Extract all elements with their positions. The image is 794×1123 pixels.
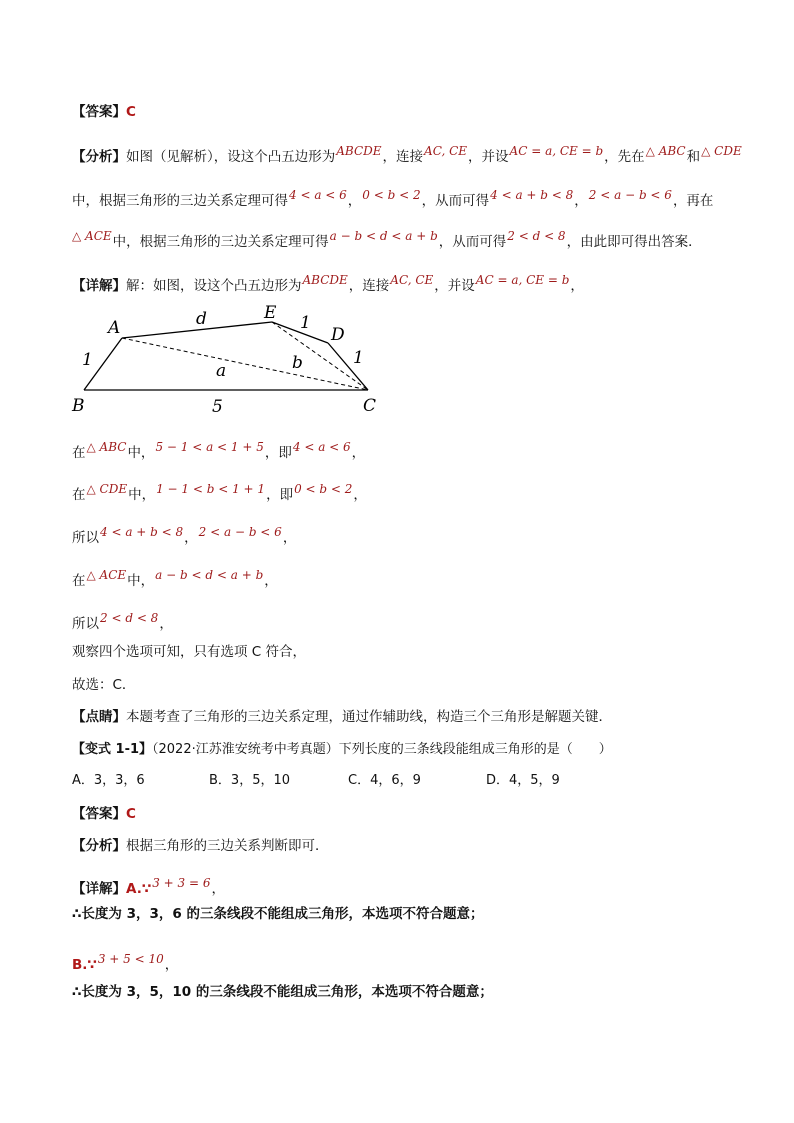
- step-text: ，: [351, 445, 366, 461]
- step-line-5: [72, 611, 173, 633]
- analysis-text: ，连接: [382, 149, 424, 165]
- label-b: b: [292, 353, 303, 373]
- option-d: D．4，5，9: [486, 773, 560, 788]
- detail2-line-b: [72, 952, 179, 974]
- pentagon-figure: [60, 300, 390, 420]
- analysis-tag: 【分析】: [72, 149, 126, 165]
- analysis-text: ，由此即可得出答案．: [566, 234, 702, 250]
- variant-source: （2022·江苏淮安统考中考真题）: [152, 742, 339, 757]
- detail-text: ，: [164, 957, 179, 973]
- math-expr: △ ACE: [86, 568, 127, 582]
- option-b-label: B.∵: [72, 957, 97, 973]
- analysis-line-1: [72, 144, 743, 166]
- label-ed-length: 1: [300, 313, 311, 333]
- math-expr: AC = a, CE = b: [509, 144, 604, 158]
- option-c: C．4，6，9: [348, 773, 421, 788]
- math-expr: a − b < d < a + b: [329, 229, 438, 243]
- math-expr: 4 < a + b < 8: [490, 188, 574, 202]
- analysis-tag: 【分析】: [72, 838, 126, 854]
- detail-text: 解：如图，设这个凸五边形为: [126, 278, 302, 294]
- tip-tag: 【点睛】: [72, 709, 126, 725]
- label-d: d: [196, 309, 207, 329]
- label-ab-length: 1: [82, 350, 93, 370]
- math-expr: △ ABC: [86, 440, 127, 454]
- math-expr: 2 < d < 8: [100, 611, 159, 625]
- step-line-4: [72, 568, 278, 590]
- tip-text: 本题考查了三角形的三边关系定理，通过作辅助线，构造三个三角形是解题关键．: [126, 709, 612, 725]
- detail-text: ，并设: [434, 278, 475, 294]
- step-text: ，即: [264, 445, 292, 461]
- detail2-conclusion-b: ∴长度为 3，5，10 的三条线段不能组成三角形，本选项不符合题意；: [72, 984, 493, 1000]
- math-expr: 4 < a < 6: [292, 440, 351, 454]
- math-expr: 4 < a < 6: [289, 188, 347, 202]
- label-dc-length: 1: [353, 348, 364, 368]
- analysis-text: ，从而可得: [421, 193, 490, 209]
- analysis-text: 根据三角形的三边关系判断即可．: [126, 838, 329, 854]
- math-expr: AC = a, CE = b: [475, 273, 570, 287]
- label-D: D: [331, 325, 345, 345]
- label-C: C: [363, 396, 377, 416]
- label-B: B: [72, 396, 85, 416]
- step-line-1: [72, 440, 366, 462]
- math-expr: 2 < a − b < 6: [588, 188, 672, 202]
- variant-tag: 【变式 1-1】: [72, 742, 153, 757]
- analysis-text: 如图（见解析），设这个凸五边形为: [126, 149, 336, 165]
- answer-value: C: [126, 104, 136, 120]
- tip-line: [72, 708, 612, 726]
- detail-text: ，连接: [348, 278, 390, 294]
- detail2-line-a: [72, 876, 226, 898]
- analysis-line-3: [72, 229, 702, 251]
- step-text: 在: [72, 487, 86, 503]
- analysis-line-2b: [72, 837, 329, 855]
- math-expr: 1 − 1 < b < 1 + 1: [156, 482, 266, 496]
- detail-tag: 【详解】: [72, 278, 126, 294]
- math-expr: AC, CE: [390, 273, 434, 287]
- step-line-7: 故选：C．: [72, 677, 136, 693]
- math-expr: 3 + 5 < 10: [97, 952, 164, 966]
- analysis-line-2: [72, 188, 714, 210]
- step-text: 中，: [128, 487, 156, 503]
- analysis-text: 和: [686, 149, 701, 165]
- option-b: B．3，5，10: [209, 773, 291, 788]
- step-text: ，: [353, 487, 367, 503]
- math-expr: △ CDE: [86, 482, 128, 496]
- label-E: E: [264, 303, 277, 323]
- answer-line: [72, 103, 136, 121]
- math-expr: ABCDE: [336, 144, 382, 158]
- step-text: ，: [264, 573, 278, 589]
- variant-question-text: 下列长度的三条线段能组成三角形的是（ ）: [338, 742, 612, 757]
- step-text: ，: [282, 530, 297, 546]
- step-text: ，: [184, 530, 198, 546]
- label-bc-length: 5: [212, 397, 223, 417]
- detail-line-1: [72, 273, 584, 295]
- analysis-text: ，再在: [672, 193, 714, 209]
- option-a-label: A.∵: [126, 881, 152, 897]
- math-expr: △ ABC: [645, 144, 686, 158]
- math-expr: △ ACE: [72, 229, 112, 243]
- analysis-text: ，先在: [604, 149, 645, 165]
- label-a: a: [216, 361, 227, 381]
- math-expr: △ CDE: [701, 144, 742, 158]
- step-text: 中，: [127, 573, 155, 589]
- step-text: 中，: [127, 445, 155, 461]
- math-expr: 3 + 3 = 6: [152, 876, 211, 890]
- math-expr: 0 < b < 2: [294, 482, 353, 496]
- answer-tag: 【答案】: [72, 806, 126, 822]
- analysis-text: 中，根据三角形的三边关系定理可得: [72, 193, 288, 209]
- detail2-conclusion-a: ∴长度为 3，3，6 的三条线段不能组成三角形，本选项不符合题意；: [72, 906, 484, 922]
- step-line-6: 观察四个选项可知，只有选项 C 符合，: [72, 644, 307, 660]
- math-expr: 2 < d < 8: [507, 229, 566, 243]
- step-text: 所以: [72, 530, 99, 546]
- analysis-text: 中，根据三角形的三边关系定理可得: [112, 234, 329, 250]
- answer-value: C: [126, 806, 136, 822]
- math-expr: AC, CE: [424, 144, 468, 158]
- answer-tag: 【答案】: [72, 104, 126, 120]
- label-A: A: [108, 318, 121, 338]
- detail-text: ，: [570, 278, 584, 294]
- detail-tag: 【详解】: [72, 881, 126, 897]
- step-line-2: [72, 482, 367, 504]
- step-text: ，: [159, 616, 173, 632]
- step-text: 在: [72, 573, 86, 589]
- analysis-text: ，从而可得: [438, 234, 507, 250]
- math-expr: 2 < a − b < 6: [198, 525, 282, 539]
- option-a: A．3，3，6: [72, 773, 145, 788]
- analysis-text: ，并设: [468, 149, 509, 165]
- math-expr: a − b < d < a + b: [155, 568, 264, 582]
- math-expr: 5 − 1 < a < 1 + 5: [155, 440, 264, 454]
- math-expr: 4 < a + b < 8: [100, 525, 184, 539]
- answer-line-2: [72, 805, 136, 823]
- variant-question: [72, 741, 612, 759]
- math-expr: 0 < b < 2: [362, 188, 421, 202]
- step-text: 在: [72, 445, 86, 461]
- math-expr: ABCDE: [302, 273, 348, 287]
- step-text: ，即: [266, 487, 294, 503]
- step-line-3: [72, 525, 297, 547]
- analysis-text: ，: [574, 193, 588, 209]
- analysis-text: ，: [347, 193, 362, 209]
- step-text: 所以: [72, 616, 99, 632]
- detail-text: ，: [211, 881, 226, 897]
